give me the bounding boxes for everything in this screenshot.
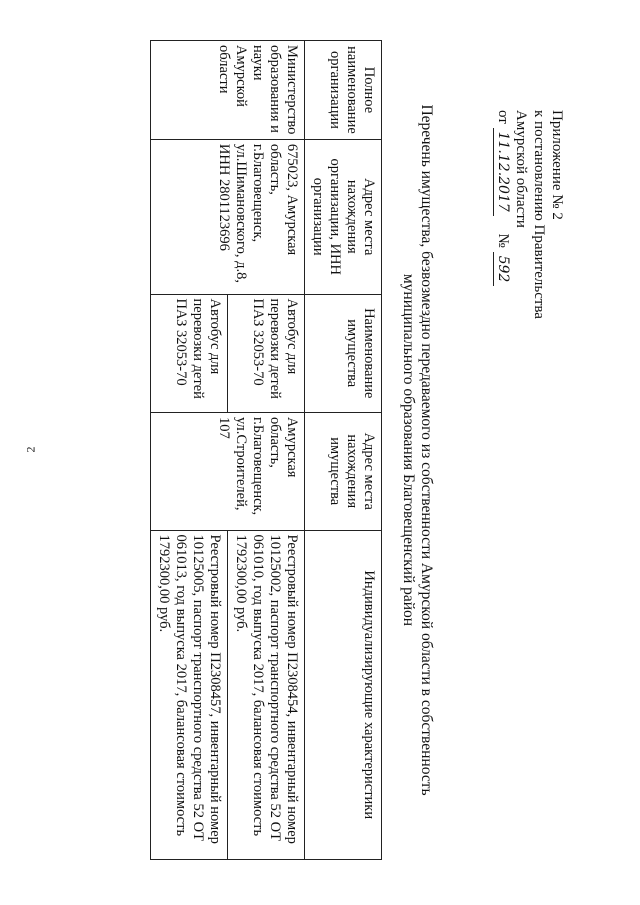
property-characteristics: Реестровый номер П2308454, инвентарный номер 10125002, паспорт транспортного средства 52 ОТ 061010, год выпуска 2017, балансовая стоимость 1792300,00 руб. (233, 534, 300, 844)
header-organization: Полное наименование организации (305, 41, 382, 140)
handwritten-number: 592 (493, 252, 512, 287)
appendix-resolution: к постановлению Правительства (531, 110, 547, 319)
appendix-date-line (493, 110, 512, 319)
handwritten-date: 11.12.2017 (493, 128, 512, 216)
number-label: № (495, 233, 511, 248)
characteristics-cell (151, 530, 228, 859)
document-title: Перечень имущества, безвозмездно передаваемого из собственности Амурской области в собственность муниципального образования Благовещенский район (400, 104, 435, 796)
org-address-cell (151, 139, 305, 294)
property-name: Автобус для перевозки детей ПАЗ 32053-70 (173, 298, 223, 399)
property-characteristics: Реестровый номер П2308457, инвентарный номер 10125005, паспорт транспортного средства 52 ОТ 061013, год выпуска 2017, балансовая стоимость 1792300,00 руб. (156, 534, 223, 844)
property-name-cell (151, 294, 228, 412)
table-row (228, 41, 305, 860)
property-table (150, 40, 382, 860)
header-org-address: Адрес места нахождения организации, ИНН организации (305, 139, 382, 294)
page-number: 2 (23, 446, 38, 453)
characteristics-cell (228, 530, 305, 859)
header-property-name: Наименование имущества (305, 294, 382, 412)
table-header-row (305, 41, 382, 860)
header-characteristics: Индивидуализирующие характеристики (305, 530, 382, 859)
organization-address: 675023, Амурская область, г.Благовещенск, ул.Шимановского, д.8, ИНН 2801123696 (216, 143, 300, 284)
appendix-header (493, 110, 566, 319)
property-address-cell (151, 412, 305, 530)
organization-name: Министерство образования и науки Амурской области (216, 45, 300, 135)
property-address: Амурская область, г.Благовещенск, ул.Строителей, 107 (216, 416, 300, 516)
property-name: Автобус для перевозки детей ПАЗ 32053-70 (250, 298, 300, 399)
organization-cell (151, 41, 305, 140)
appendix-title: Приложение № 2 (549, 110, 565, 220)
header-property-address: Адрес места нахождения имущества (305, 412, 382, 530)
property-name-cell (228, 294, 305, 412)
date-prefix: от (495, 110, 511, 124)
appendix-region: Амурской области (513, 110, 529, 228)
